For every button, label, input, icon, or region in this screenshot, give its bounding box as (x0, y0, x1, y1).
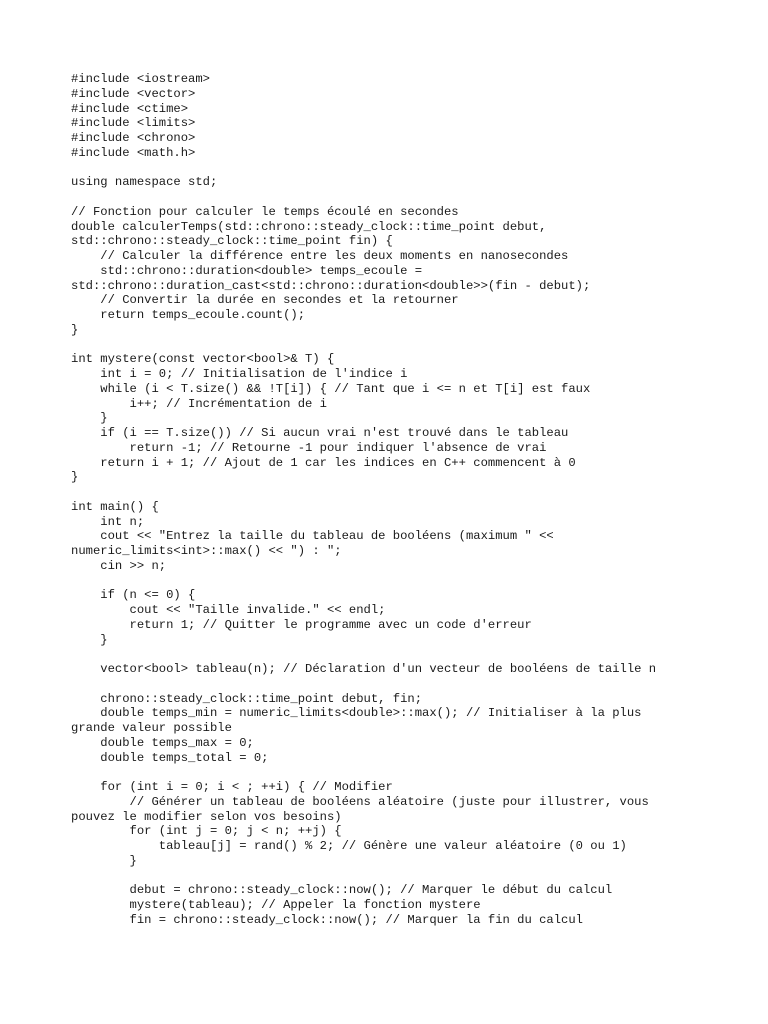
code-line: for (int i = 0; i < ; ++i) { // Modifier (71, 780, 393, 794)
code-line (71, 647, 656, 662)
code-line: std::chrono::steady_clock::time_point fin) { (71, 234, 393, 249)
code-line: std::chrono::duration<double> temps_ecoule = (71, 263, 423, 278)
code-line: #include <limits> (71, 116, 196, 131)
code-line: using namespace std; (71, 175, 218, 190)
code-line: pouvez le modifier selon vos besoins) (71, 809, 342, 824)
code-line: } (71, 322, 79, 337)
code-line: // Convertir la durée en secondes et la retourner (71, 293, 459, 308)
code-line: #include <math.h> (71, 145, 196, 160)
code-line: return temps_ecoule.count(); (71, 308, 306, 322)
code-line: double temps_min = numeric_limits<double>::max(); // Initialiser à la plus (71, 706, 642, 721)
code-line (71, 574, 656, 589)
code-line: debut = chrono::steady_clock::now(); // Marquer le début du calcul (71, 883, 613, 898)
code-line: tableau[j] = rand() % 2; // Génère une valeur aléatoire (0 ou 1) (71, 839, 627, 853)
code-line: fin = chrono::steady_clock::now(); // Marquer la fin du calcul (71, 912, 583, 927)
code-line: grande valeur possible (71, 721, 232, 735)
code-line: // Calculer la différence entre les deux moments en nanosecondes (71, 249, 569, 263)
code-line: double temps_max = 0; (71, 735, 254, 750)
code-line: return i + 1; // Ajout de 1 car les indices en C++ commencent à 0 (71, 455, 576, 470)
code-line: #include <vector> (71, 86, 196, 101)
code-line: while (i < T.size() && !T[i]) { // Tant que i <= n et T[i] est faux (71, 381, 591, 396)
code-line: #include <chrono> (71, 131, 196, 145)
code-line: mystere(tableau); // Appeler la fonction mystere (71, 898, 481, 912)
code-line (71, 161, 656, 176)
code-line: for (int j = 0; j < n; ++j) { (71, 824, 342, 839)
code-line: // Fonction pour calculer le temps écoulé en secondes (71, 204, 459, 219)
code-line: cout << "Taille invalide." << endl; (71, 603, 386, 617)
code-line: cout << "Entrez la taille du tableau de booléens (maximum " << (71, 529, 554, 544)
code-line: std::chrono::duration_cast<std::chrono::duration<double>>(fin - debut); (71, 278, 591, 293)
code-line: if (n <= 0) { (71, 588, 196, 603)
code-line: } (71, 411, 108, 426)
code-line: #include <ctime> (71, 101, 189, 116)
code-line: i++; // Incrémentation de i (71, 396, 327, 411)
code-line: chrono::steady_clock::time_point debut, fin; (71, 691, 423, 706)
code-line: } (71, 632, 108, 647)
code-line: int mystere(const vector<bool>& T) { (71, 352, 335, 367)
code-line (71, 677, 656, 692)
code-line: int i = 0; // Initialisation de l'indice i (71, 367, 408, 381)
code-line: numeric_limits<int>::max() << ") : "; (71, 544, 342, 558)
code-line (71, 869, 656, 884)
code-line: double calculerTemps(std::chrono::steady_clock::time_point debut, (71, 219, 547, 234)
code-line: return 1; // Quitter le programme avec un code d'erreur (71, 617, 532, 632)
code-line: double temps_total = 0; (71, 750, 269, 765)
code-line (71, 485, 656, 500)
code-line: if (i == T.size()) // Si aucun vrai n'est trouvé dans le tableau (71, 426, 569, 440)
code-line: return -1; // Retourne -1 pour indiquer l'absence de vrai (71, 440, 547, 455)
code-line: } (71, 470, 79, 485)
code-listing (71, 72, 656, 928)
code-line: vector<bool> tableau(n); // Déclaration d'un vecteur de booléens de taille n (71, 662, 657, 676)
code-line: // Générer un tableau de booléens aléatoire (juste pour illustrer, vous (71, 794, 649, 809)
code-line: int n; (71, 514, 145, 529)
code-line (71, 338, 656, 353)
code-line (71, 765, 656, 780)
code-line: int main() { (71, 499, 159, 514)
code-line: } (71, 853, 137, 868)
code-line (71, 190, 656, 205)
code-line: #include <iostream> (71, 72, 210, 86)
code-line: cin >> n; (71, 558, 167, 573)
